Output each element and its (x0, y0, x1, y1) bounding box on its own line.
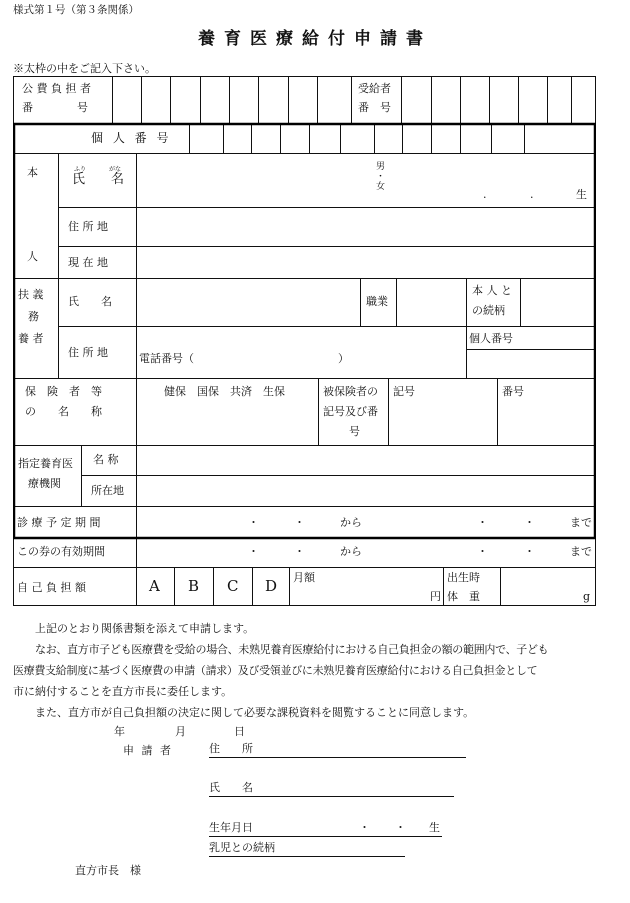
applicant-address-field[interactable] (209, 742, 466, 758)
birthdate-dot-1: ・ (359, 821, 370, 834)
name-ruby-2: がな (109, 166, 122, 173)
sex-female: 女 (376, 182, 386, 192)
person-label-2: 人 (27, 250, 38, 263)
phone-close: ） (338, 352, 349, 365)
declaration-line-1: 上記のとおり関係書類を添えて申請します。 (35, 622, 255, 635)
declaration-line-2c: 市に納付することを直方市長に委任します。 (13, 685, 233, 698)
address-label: 住 所 地 (68, 220, 108, 233)
guardian-name-label: 氏 名 (68, 295, 112, 308)
infant-relation-label: 乳児との続柄 (209, 841, 275, 854)
period-dot-1: ・ (248, 516, 259, 529)
grade-c[interactable]: C (227, 577, 239, 595)
name-ruby-1: ふり (74, 166, 87, 173)
period-until: まで (570, 516, 592, 529)
insurer-label-1: 保 険 者 等 (25, 385, 102, 398)
current-address-label: 現 在 地 (68, 256, 108, 269)
date-day: 日 (234, 725, 245, 738)
declaration-line-2a: なお、直方市子ども医療費を受給の場合、未熟児養育医療給付における自己負担金の額の範囲内で、子ども (35, 643, 549, 656)
form-number: 様式第１号（第３条関係） (13, 4, 139, 16)
birth-dot-2: . (530, 188, 534, 201)
application-table (13, 76, 596, 606)
addressee: 直方市長 様 (75, 864, 141, 877)
symbol-label: 記号 (393, 385, 415, 398)
occupation-label: 職業 (366, 295, 388, 308)
birthdate-dot-2: ・ (395, 821, 406, 834)
valid-from: から (340, 545, 362, 558)
facility-name-label: 名 称 (93, 453, 119, 466)
grade-d[interactable]: D (265, 577, 278, 595)
valid-dot-2: ・ (294, 545, 305, 558)
valid-dot-4: ・ (524, 545, 535, 558)
relation-label-2: の続柄 (472, 304, 505, 317)
applicant-address-label: 住 所 (209, 742, 253, 755)
date-year: 年 (114, 725, 125, 738)
fill-in-note: ※太枠の中をご記入下さい。 (13, 62, 156, 75)
valid-dot-1: ・ (248, 545, 259, 558)
birth-weight-label-1: 出生時 (447, 571, 480, 584)
facility-location-label: 所在地 (91, 484, 124, 497)
birth-suffix: 生 (576, 188, 587, 201)
grade-a[interactable]: A (149, 577, 160, 595)
burden-label: 自 己 負 担 額 (17, 581, 86, 594)
infant-relation-field[interactable] (209, 841, 405, 857)
insured-label-3: 号 (349, 425, 360, 438)
period-dot-3: ・ (477, 516, 488, 529)
monthly-label: 月額 (293, 571, 315, 584)
insurance-types: 健保 国保 共済 生保 (164, 385, 285, 398)
period-dot-2: ・ (294, 516, 305, 529)
guardian-label-1: 扶 義 (18, 288, 44, 301)
applicant-name-label: 氏 名 (209, 781, 253, 794)
payer-label-2: 番 号 (22, 101, 88, 114)
period-label: 診 療 予 定 期 間 (17, 516, 101, 529)
date-month: 月 (175, 725, 186, 738)
relation-label-1: 本 人 と (472, 284, 512, 297)
guardian-mynumber-label: 個人番号 (469, 332, 513, 345)
person-label-1: 本 (27, 166, 38, 179)
applicant-name-field[interactable] (209, 781, 454, 797)
gram-label: g (583, 590, 591, 603)
insured-label-2: 記号及び番 (323, 405, 378, 418)
birth-dot-1: . (483, 188, 487, 201)
applicant-birthdate-field[interactable] (209, 821, 442, 837)
phone-label: 電話番号（ (139, 352, 194, 365)
period-from: から (340, 516, 362, 529)
facility-label-2: 療機関 (28, 477, 61, 490)
recipient-label-2: 番 号 (358, 101, 391, 114)
valid-until: まで (570, 545, 592, 558)
payer-label: 公 費 負 担 者 (22, 82, 91, 95)
facility-label-1: 指定養育医 (18, 457, 73, 470)
insured-label-1: 被保険者の (323, 385, 378, 398)
recipient-label: 受給者 (358, 82, 391, 95)
applicant-birthdate-label: 生年月日 (209, 821, 253, 834)
guardian-label-3: 養 者 (18, 332, 44, 345)
applicant-label: 申 請 者 (123, 744, 173, 757)
valid-dot-3: ・ (477, 545, 488, 558)
page-title: 養育医療給付申請書 (198, 29, 432, 49)
grade-b[interactable]: B (188, 577, 200, 595)
sex-dot: ・ (376, 172, 386, 182)
sex-male: 男 (376, 162, 386, 172)
guardian-label-2: 務 (28, 310, 39, 323)
my-number-label: 個 人 番 号 (91, 131, 172, 145)
name-label: 氏 名 (72, 172, 125, 187)
yen-label: 円 (430, 590, 441, 603)
period-dot-4: ・ (524, 516, 535, 529)
declaration-line-3: また、直方市が自己負担額の決定に関して必要な課税資料を閲覧することに同意します。 (35, 706, 475, 719)
declaration-line-2b: 医療費支給制度に基づく医療費の申請（請求）及び受領並びに未熟児養育医療給付における自己負担金として (13, 664, 538, 677)
insurer-label-2: の 名 称 (25, 405, 102, 418)
valid-label: この券の有効期間 (17, 545, 105, 558)
birthdate-suffix: 生 (429, 821, 440, 834)
number-label: 番号 (502, 385, 524, 398)
guardian-address-label: 住 所 地 (68, 346, 108, 359)
birth-weight-label-2: 体 重 (447, 590, 480, 603)
